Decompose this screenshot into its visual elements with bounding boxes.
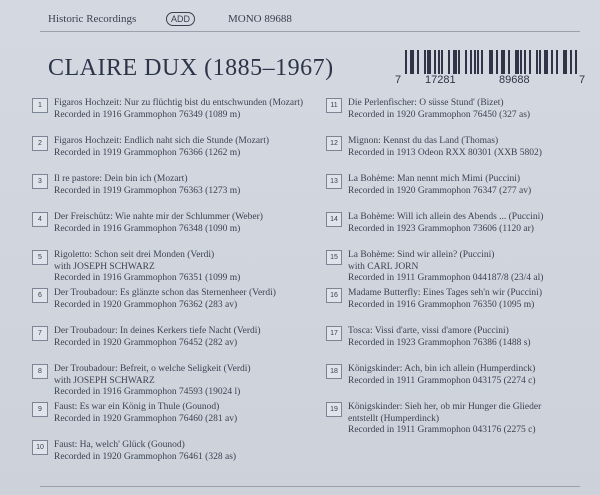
- track-number: 19: [326, 402, 342, 417]
- track-title: Der Troubadour: Befreit, o welche Seligkeit (Verdi): [54, 364, 251, 374]
- track-text: [54, 288, 322, 311]
- track-detail: Recorded in 1920 Grammophon 76347 (277 av): [348, 185, 532, 196]
- track-title: Der Troubadour: Es glänzte schon das Sternenheer (Verdi): [54, 288, 276, 298]
- track-title: Königskinder: Ach, bin ich allein (Humperdinck): [348, 364, 536, 374]
- track-item: [32, 96, 322, 128]
- track-text: [54, 98, 322, 121]
- track-number: 4: [32, 212, 48, 227]
- track-item: [32, 400, 322, 432]
- track-text: [54, 326, 322, 349]
- track-number: 15: [326, 250, 342, 265]
- barcode-bar: [575, 50, 577, 74]
- track-title: Madame Butterfly: Eines Tages seh'n wir (Puccini): [348, 288, 542, 298]
- track-item: [32, 172, 322, 204]
- barcode-bar: [565, 50, 567, 74]
- track-detail: Recorded in 1911 Grammophon 044187/8 (23/4 al): [348, 273, 544, 283]
- track-text: [348, 174, 591, 197]
- track-item: [326, 248, 591, 283]
- barcode-bar: [524, 50, 526, 74]
- barcode-bar: [508, 50, 510, 74]
- track-title: La Bohème: Will ich allein des Abends ... (Puccini): [348, 212, 544, 222]
- track-item: [32, 438, 322, 470]
- footer-divider: [40, 486, 580, 487]
- track-detail: Recorded in 1919 Grammophon 76363 (1273 m): [54, 185, 241, 196]
- track-item: [32, 324, 322, 356]
- track-title: Faust: Es war ein König in Thule (Gounod): [54, 402, 220, 412]
- track-detail: Recorded in 1920 Grammophon 76452 (282 av): [54, 337, 238, 348]
- track-text: [54, 440, 322, 463]
- track-text: [348, 212, 591, 235]
- barcode-bar: [448, 50, 450, 74]
- header-divider: [40, 31, 580, 32]
- track-text: [348, 250, 591, 285]
- track-title: Tosca: Vissi d'arte, vissi d'amore (Puccini): [348, 326, 509, 336]
- track-detail: with JOSEPH SCHWARZ: [54, 375, 155, 386]
- track-number: 7: [32, 326, 48, 341]
- track-number: 6: [32, 288, 48, 303]
- track-title: Mignon: Kennst du das Land (Thomas): [348, 136, 499, 146]
- track-text: [348, 326, 591, 349]
- track-detail: Recorded in 1919 Grammophon 76366 (1262 m): [54, 147, 241, 158]
- track-title: Der Troubadour: In deines Kerkers tiefe Nacht (Verdi): [54, 326, 261, 336]
- track-number: 8: [32, 364, 48, 379]
- barcode-bar: [412, 50, 414, 74]
- header-bar: [48, 13, 580, 27]
- barcode-bar: [470, 50, 472, 74]
- label-name: Historic Recordings: [48, 13, 137, 25]
- catalog-number: MONO 89688: [228, 13, 292, 25]
- track-detail: Recorded in 1913 Odeon RXX 80301 (XXB 5802): [348, 147, 542, 158]
- track-text: [54, 212, 322, 235]
- barcode-bar: [434, 50, 436, 74]
- track-number: 9: [32, 402, 48, 417]
- track-item: [326, 362, 591, 394]
- track-number: 16: [326, 288, 342, 303]
- track-title: Figaros Hochzeit: Endlich naht sich die Stunde (Mozart): [54, 136, 270, 146]
- track-detail: Recorded in 1911 Grammophon 043175 (2274 c): [348, 375, 536, 386]
- barcode-digit-group-2: 89688: [499, 74, 530, 86]
- add-logo: ADD: [166, 12, 195, 26]
- barcode-bar: [458, 50, 460, 74]
- track-item: [326, 286, 591, 318]
- track-item: [32, 248, 322, 283]
- barcode-bar: [503, 50, 505, 74]
- track-title: Königskinder: Sieh her, ob mir Hunger die Glieder: [348, 402, 542, 412]
- track-detail: Recorded in 1920 Grammophon 76461 (328 as): [54, 451, 237, 462]
- track-title: Il re pastore: Dein bin ich (Mozart): [54, 174, 188, 184]
- barcode-bar: [546, 50, 548, 74]
- barcode-bar: [556, 50, 558, 74]
- track-number: 5: [32, 250, 48, 265]
- barcode-bars: [405, 50, 577, 74]
- track-item: [326, 172, 591, 204]
- track-detail: Recorded in 1923 Grammophon 76386 (1488 s): [348, 337, 531, 348]
- track-text: [54, 136, 322, 159]
- barcode-bar: [529, 50, 531, 74]
- barcode-bar: [429, 50, 431, 74]
- track-detail: Recorded in 1916 Grammophon 76351 (1099 m): [54, 273, 241, 283]
- track-item: [326, 400, 591, 435]
- track-title: Die Perlenfischer: O süsse Stund' (Bizet): [348, 98, 504, 108]
- barcode-bar: [417, 50, 419, 74]
- track-detail: Recorded in 1916 Grammophon 76349 (1089 m): [54, 109, 241, 120]
- barcode: [395, 50, 587, 86]
- track-detail: Recorded in 1911 Grammophon 043176 (2275 c): [348, 425, 536, 435]
- track-title: Der Freischütz: Wie nahte mir der Schlummer (Weber): [54, 212, 263, 222]
- track-number: 10: [32, 440, 48, 455]
- track-number: 14: [326, 212, 342, 227]
- track-detail: Recorded in 1923 Grammophon 73606 (1120 ar): [348, 223, 534, 234]
- track-item: [326, 324, 591, 356]
- track-detail: Recorded in 1920 Grammophon 76460 (281 av): [54, 413, 238, 424]
- track-number: 3: [32, 174, 48, 189]
- barcode-digit-lead: 7: [395, 74, 402, 86]
- track-detail: Recorded in 1916 Grammophon 76350 (1095 m): [348, 299, 535, 310]
- track-text: [54, 250, 322, 285]
- track-number: 18: [326, 364, 342, 379]
- track-text: [348, 288, 591, 311]
- barcode-digit-group-1: 17281: [425, 74, 456, 86]
- track-text: [54, 364, 322, 399]
- track-title: Figaros Hochzeit: Nur zu flüchtig bist du entschwunden (Mozart): [54, 98, 304, 108]
- track-item: [32, 210, 322, 242]
- track-text: [348, 402, 591, 437]
- track-detail: entstellt (Humperdinck): [348, 413, 440, 424]
- track-text: [54, 402, 322, 425]
- track-item: [32, 362, 322, 397]
- track-title: La Bohème: Sind wir allein? (Puccini): [348, 250, 495, 260]
- barcode-bar: [496, 50, 498, 74]
- track-item: [32, 134, 322, 166]
- barcode-bar: [405, 50, 407, 74]
- track-item: [32, 286, 322, 318]
- track-text: [348, 98, 591, 121]
- track-text: [54, 174, 322, 197]
- barcode-bar: [481, 50, 483, 74]
- track-item: [326, 210, 591, 242]
- track-detail: with CARL JÖRN: [348, 261, 419, 272]
- track-number: 11: [326, 98, 342, 113]
- barcode-digit-check: 7: [579, 74, 586, 86]
- barcode-bar: [477, 50, 479, 74]
- track-item: [326, 134, 591, 166]
- track-title: La Bohème: Man nennt mich Mimi (Puccini): [348, 174, 521, 184]
- barcode-bar: [539, 50, 541, 74]
- track-detail: Recorded in 1916 Grammophon 74593 (19024 l): [54, 387, 241, 397]
- track-text: [348, 364, 591, 387]
- track-title: Faust: Ha, welch' Glück (Gounod): [54, 440, 185, 450]
- track-detail: Recorded in 1916 Grammophon 76348 (1090 m): [54, 223, 241, 234]
- track-number: 17: [326, 326, 342, 341]
- track-detail: Recorded in 1920 Grammophon 76362 (283 av): [54, 299, 238, 310]
- barcode-bar: [491, 50, 493, 74]
- track-title: Rigoletto: Schon seit drei Monden (Verdi): [54, 250, 215, 260]
- album-title: CLAIRE DUX (1885–1967): [48, 55, 334, 81]
- track-detail: with JOSEPH SCHWARZ: [54, 261, 155, 272]
- track-item: [326, 96, 591, 128]
- barcode-bar: [520, 50, 522, 74]
- track-number: 1: [32, 98, 48, 113]
- barcode-bar: [570, 50, 572, 74]
- track-text: [348, 136, 591, 159]
- barcode-bar: [551, 50, 553, 74]
- track-number: 13: [326, 174, 342, 189]
- barcode-bar: [465, 50, 467, 74]
- track-number: 2: [32, 136, 48, 151]
- track-number: 12: [326, 136, 342, 151]
- barcode-bar: [441, 50, 443, 74]
- track-detail: Recorded in 1920 Grammophon 76450 (327 as): [348, 109, 531, 120]
